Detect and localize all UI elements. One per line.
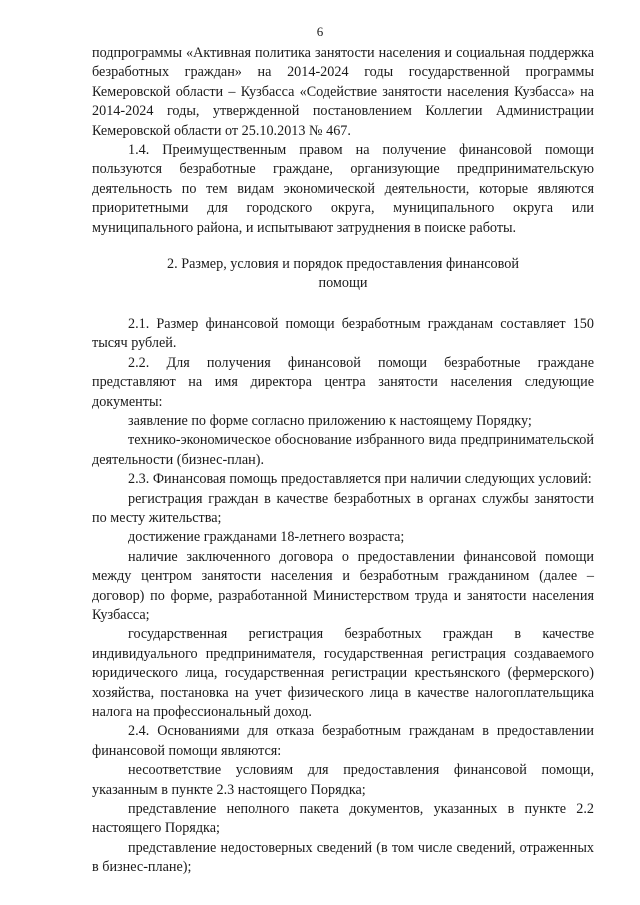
document-body (92, 44, 594, 878)
paragraph-p-program-continuation: подпрограммы «Активная политика занятости населения и социальная поддержка безработных граждан» на 2014-2024 годы государственной программы Кемеровской области – Кузбасса «Содействие занятости населения Кузбасса» на 2014-2024 годы, утвержденной постановлением Коллегии Администрации Кемеровской области от 25.10.2013 № 467. (92, 45, 594, 139)
paragraph-p-2-3-a: регистрация граждан в качестве безработных в органах службы занятости по месту жительства; (92, 490, 594, 526)
paragraph-p-2-3-d: государственная регистрация безработных граждан в качестве индивидуального предпринимателя, государственная регистрация создаваемого юридического лица, государственная регистрации крестьянского (фермерского) хозяйства, постановка на учет физического лица в качестве налогоплательщика налога на профессиональный доход. (92, 626, 594, 720)
paragraph-p-2-1: 2.1. Размер финансовой помощи безработным гражданам составляет 150 тысяч рублей. (92, 315, 594, 352)
paragraph-p-2-3-c: наличие заключенного договора о предоставлении финансовой помощи между центром занятости населения и безработным гражданином (далее – договор) по форме, разработанной Министерством труда и занятости населения Кузбасса; (92, 548, 594, 623)
intro-block (92, 44, 594, 238)
paragraph-p-2-2-a: заявление по форме согласно приложению к настоящему Порядку; (128, 412, 532, 429)
paragraph-p-2-2: 2.2. Для получения финансовой помощи безработные граждане представляют на имя директора центра занятости населения следующие документы: (92, 354, 594, 410)
page-number: 6 (316, 24, 324, 39)
paragraph-p-2-3: 2.3. Финансовая помощь предоставляется при наличии следующих условий: (128, 471, 592, 488)
section-heading (92, 238, 594, 315)
paragraph-p-2-4-c: представление недостоверных сведений (в том числе сведений, отраженных в бизнес-плане); (92, 839, 594, 876)
paragraph-p-2-3-b: достижение гражданами 18-летнего возраста; (128, 529, 405, 546)
paragraph-p-2-4-b: представление неполного пакета документов, указанных в пункте 2.2 настоящего Порядка; (92, 801, 594, 837)
paragraph-p-2-4: 2.4. Основаниями для отказа безработным гражданам в предоставлении финансовой помощи являются: (92, 723, 594, 759)
section-heading-line-2: помощи (318, 275, 368, 292)
paragraph-p-2-4-a: несоответствие условиям для предоставления финансовой помощи, указанным в пункте 2.3 настоящего Порядка; (92, 762, 594, 798)
section-heading-line-1: 2. Размер, условия и порядок предоставления финансовой (167, 256, 519, 273)
paragraph-p-1-4: 1.4. Преимущественным правом на получение финансовой помощи пользуются безработные граждане, организующие предпринимательскую деятельность по тем видам экономической деятельности, которые являются приоритетными для городского округа, муниципального округа или муниципального района, и испытывают затруднения в поиске работы. (92, 142, 594, 236)
paragraph-p-2-2-b: технико-экономическое обоснование избранного вида предпринимательской деятельности (бизнес-план). (92, 432, 594, 468)
section-block (92, 315, 594, 878)
